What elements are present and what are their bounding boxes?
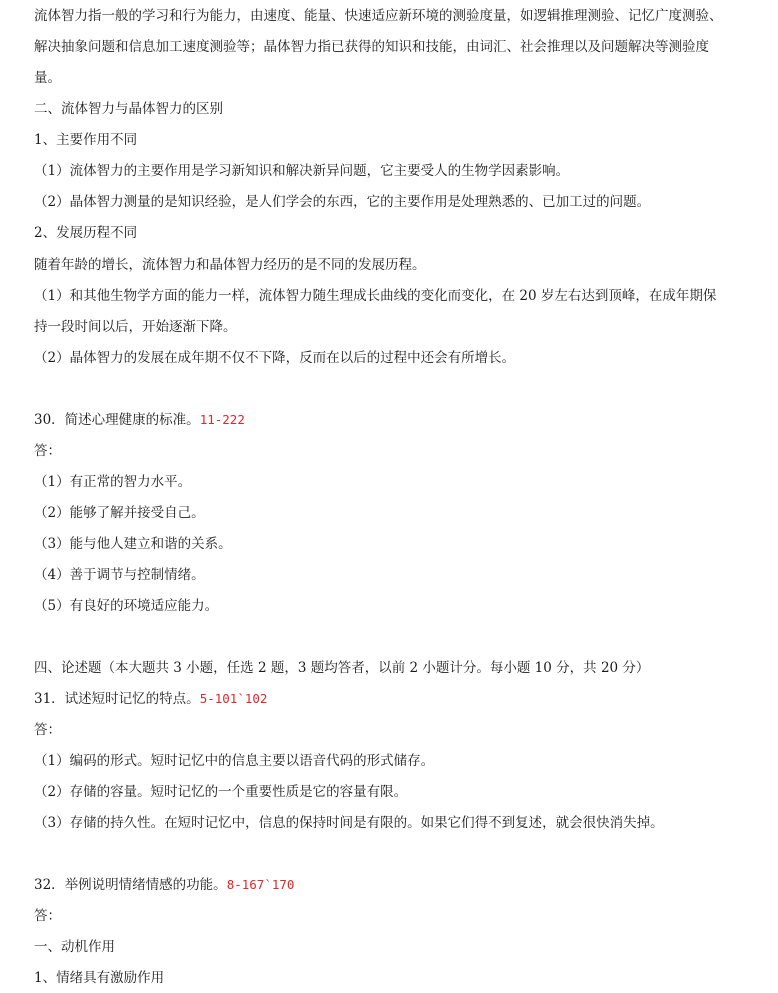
list-item: （1）有正常的智力水平。 <box>34 474 192 490</box>
subheading: 2、发展历程不同 <box>34 225 138 241</box>
question-title <box>34 875 748 895</box>
page-reference: 11-222 <box>199 412 245 427</box>
list-item: （3）能与他人建立和谐的关系。 <box>34 536 232 552</box>
text-line: 流体智力指一般的学习和行为能力，由速度、能量、快速适应新环境的测验度量，如逻辑推理测验、记忆广度测验、 <box>34 8 723 24</box>
text-line: 随着年龄的增长，流体智力和晶体智力经历的是不同的发展历程。 <box>34 257 426 273</box>
page-reference: 5-101`102 <box>199 691 268 706</box>
text-line: （1）流体智力的主要作用是学习新知识和解决新异问题，它主要受人的生物学因素影响。 <box>34 163 570 179</box>
answer-label: 答： <box>34 443 61 459</box>
subheading: 1、情绪具有激励作用 <box>34 970 165 986</box>
section-heading: 一、动机作用 <box>34 939 115 955</box>
list-item: （2）存储的容量。短时记忆的一个重要性质是它的容量有限。 <box>34 784 408 800</box>
subheading: 1、主要作用不同 <box>34 132 138 148</box>
section-heading: 四、论述题（本大题共 3 小题，任选 2 题，3 题均答者，以前 2 小题计分。每小题 10 分，共 20 分） <box>34 660 650 676</box>
page-reference: 8-167`170 <box>226 877 295 892</box>
list-item: （4）善于调节与控制情绪。 <box>34 567 205 583</box>
text-line: 量。 <box>34 70 61 86</box>
text-line: （2）晶体智力的发展在成年期不仅不下降，反而在以后的过程中还会有所增长。 <box>34 350 516 366</box>
list-item: （1）编码的形式。短时记忆中的信息主要以语音代码的形式储存。 <box>34 753 435 769</box>
question-text: 32．举例说明情绪情感的功能。 <box>34 877 227 893</box>
list-item: （2）能够了解并接受自己。 <box>34 505 205 521</box>
answer-label: 答： <box>34 722 61 738</box>
question-title <box>34 689 748 709</box>
list-item: （5）有良好的环境适应能力。 <box>34 598 219 614</box>
question-text: 31．试述短时记忆的特点。 <box>34 691 200 707</box>
section-heading: 二、流体智力与晶体智力的区别 <box>34 101 223 117</box>
text-line: （2）晶体智力测量的是知识经验，是人们学会的东西，它的主要作用是处理熟悉的、已加工过的问题。 <box>34 194 651 210</box>
text-line: （1）和其他生物学方面的能力一样，流体智力随生理成长曲线的变化而变化，在 20 岁左右达到顶峰，在成年期保 <box>34 288 717 304</box>
text-line: 持一段时间以后，开始逐渐下降。 <box>34 319 237 335</box>
list-item: （3）存储的持久性。在短时记忆中，信息的保持时间是有限的。如果它们得不到复述，就会很快消失掉。 <box>34 815 664 831</box>
question-text: 30．简述心理健康的标准。 <box>34 412 200 428</box>
text-line: 解决抽象问题和信息加工速度测验等；晶体智力指已获得的知识和技能，由词汇、社会推理以及问题解决等测验度 <box>34 39 709 55</box>
question-title <box>34 410 748 430</box>
answer-label: 答： <box>34 908 61 924</box>
